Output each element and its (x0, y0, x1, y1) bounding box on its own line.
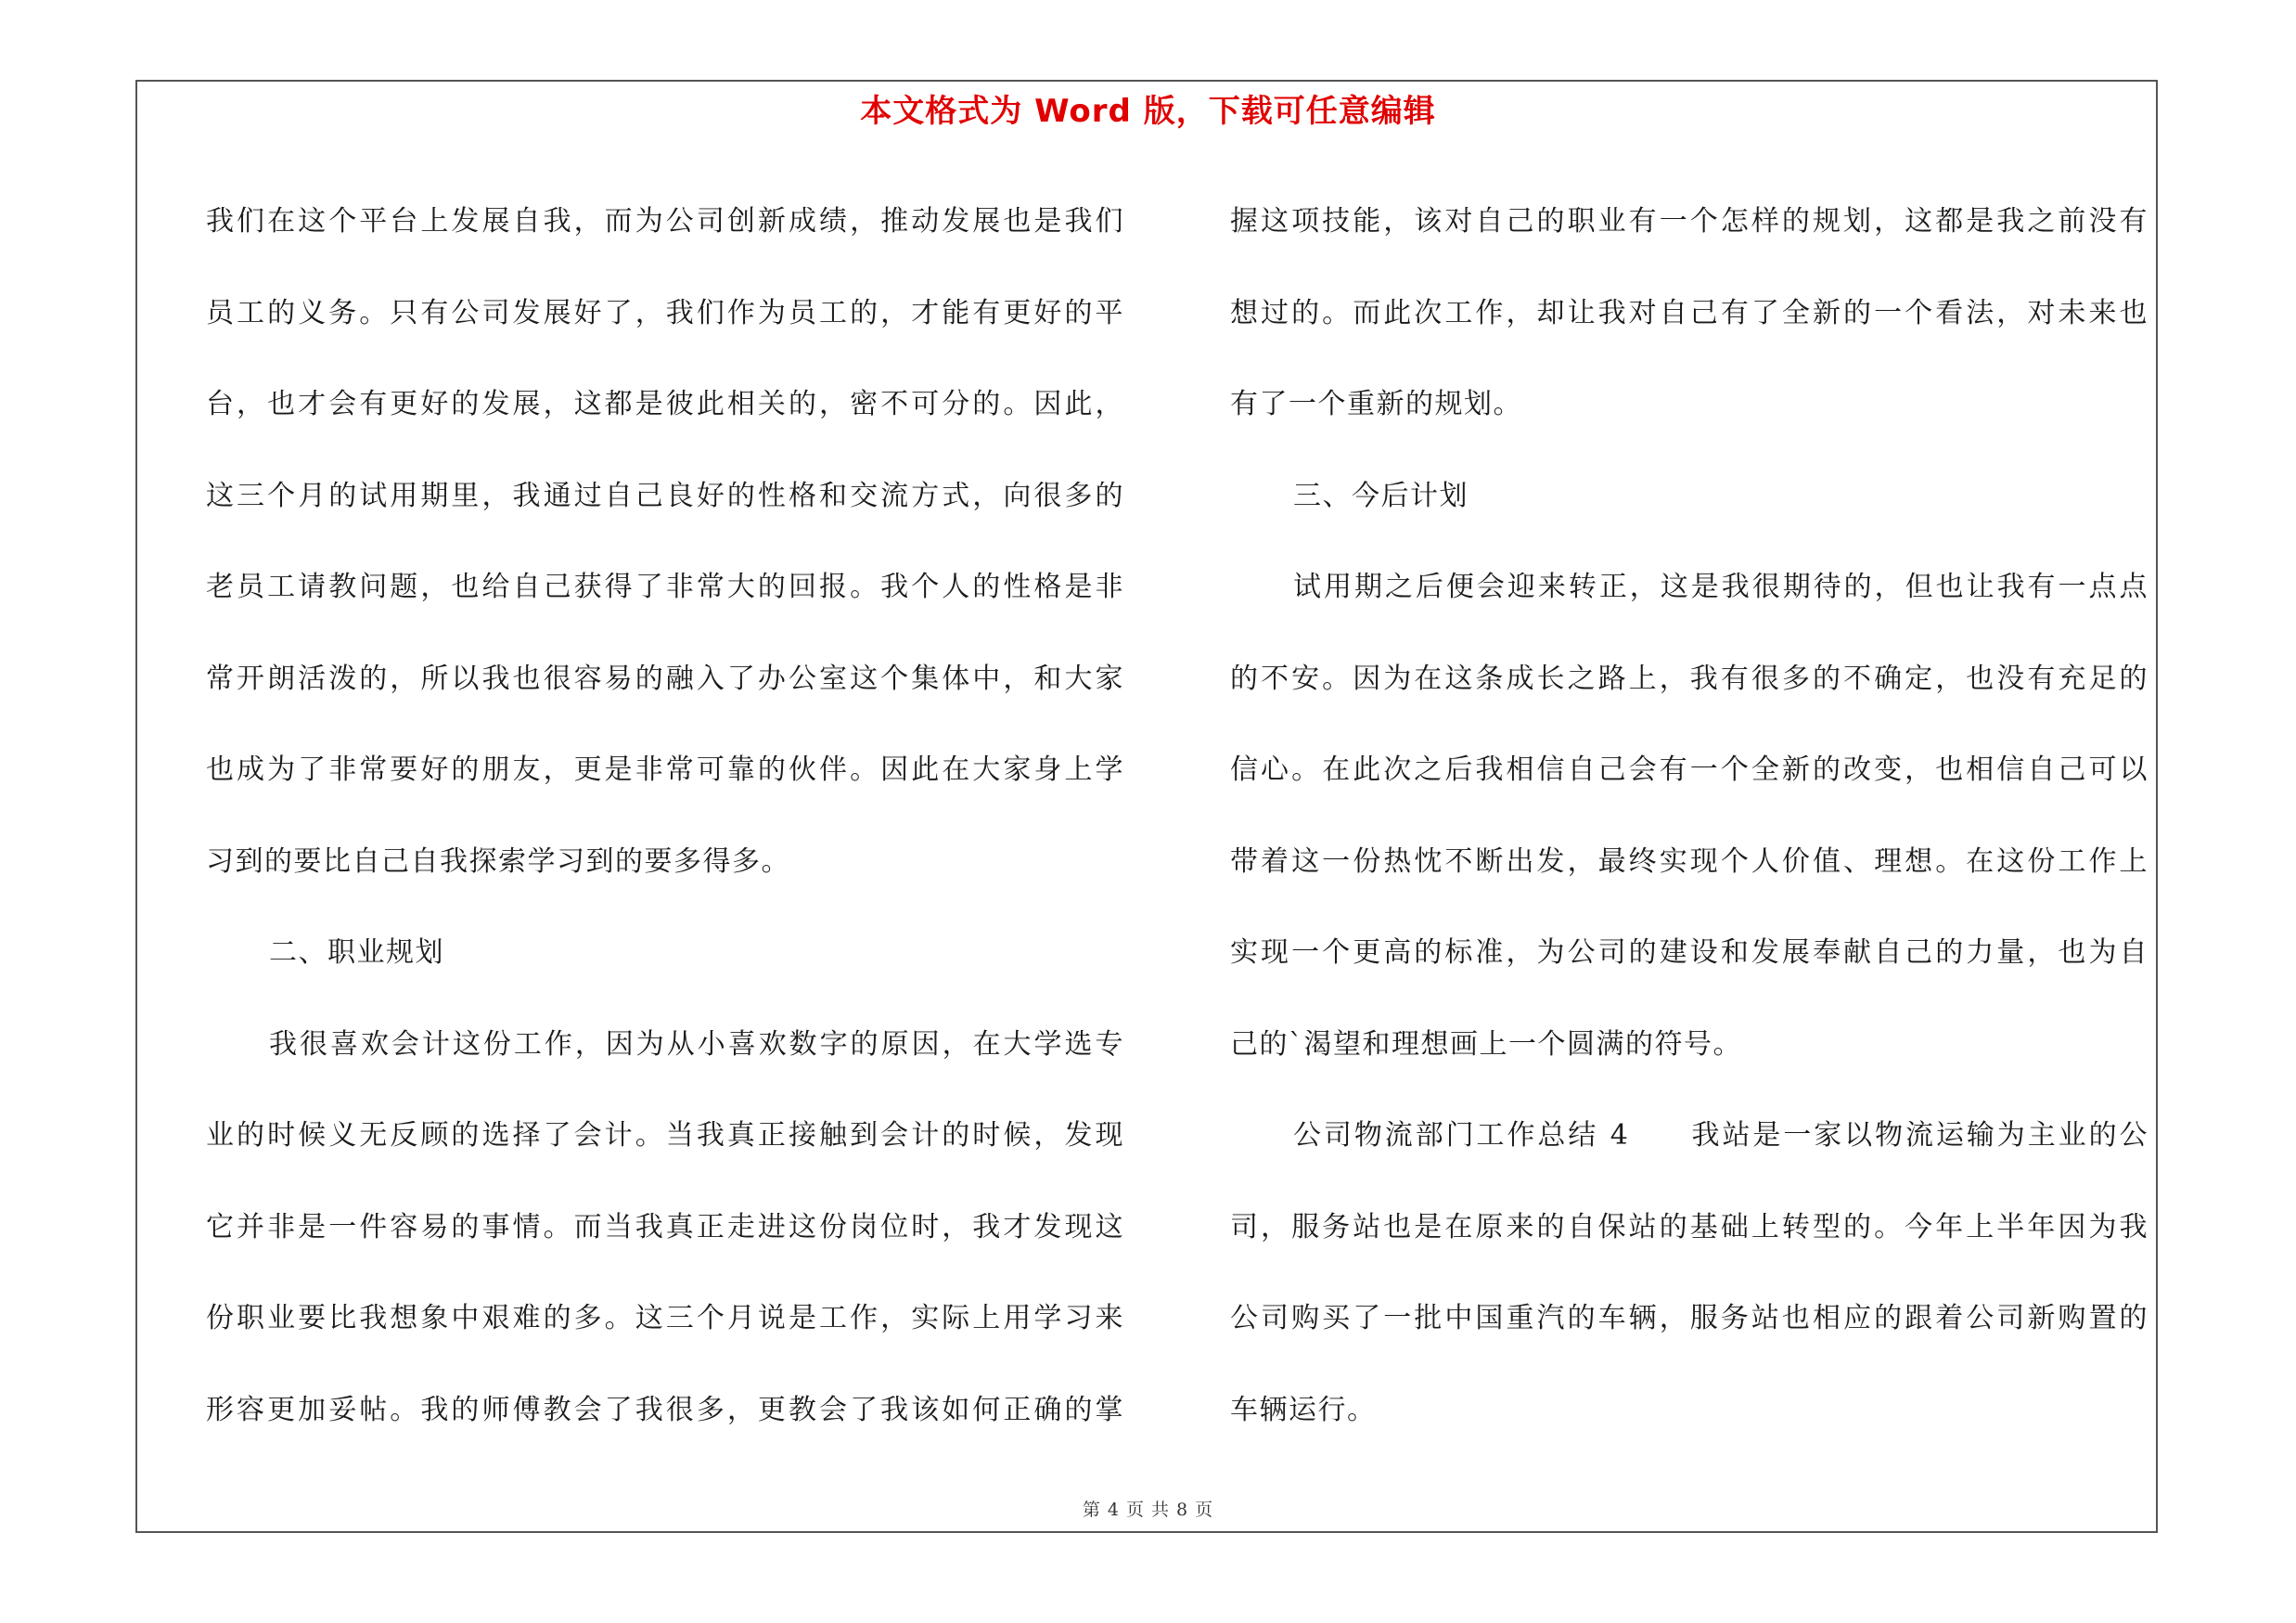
paragraph-line: 习到的要比自己自我探索学习到的要多得多。 (206, 844, 790, 878)
section-heading: 三、今后计划 (1293, 479, 1469, 512)
left-column (206, 176, 1124, 1456)
paragraph-line: 份职业要比我想象中艰难的多。这三个月说是工作，实际上用学习来 (206, 1302, 1124, 1334)
paragraph-line: 我很喜欢会计这份工作，因为从小喜欢数字的原因，在大学选专 (269, 1027, 1124, 1061)
paragraph-line: 试用期之后便会迎来转正，这是我很期待的，但也让我有一点点 (1293, 571, 2148, 603)
paragraph-line: 信心。在此次之后我相信自己会有一个全新的改变，也相信自己可以 (1230, 754, 2148, 786)
section-heading: 二、职业规划 (269, 936, 444, 969)
paragraph-line: 己的`渴望和理想画上一个圆满的符号。 (1230, 1027, 1742, 1061)
paragraph-line: 我们在这个平台上发展自我，而为公司创新成绩，推动发展也是我们 (206, 205, 1124, 238)
paragraph-line: 它并非是一件容易的事情。而当我真正走进这份岗位时，我才发现这 (206, 1210, 1124, 1243)
paragraph-line: 老员工请教问题，也给自己获得了非常大的回报。我个人的性格是非 (206, 571, 1124, 603)
paragraph-line: 有了一个重新的规划。 (1230, 388, 1522, 420)
paragraph-line: 公司购买了一批中国重汽的车辆，服务站也相应的跟着公司新购置的 (1230, 1302, 2148, 1334)
page-number-footer: 第 4 页 共 8 页 (1082, 1500, 1214, 1520)
paragraph-line: 公司物流部门工作总结 4 我站是一家以物流运输为主业的公 (1293, 1119, 2148, 1152)
paragraph-line: 想过的。而此次工作，却让我对自己有了全新的一个看法，对未来也 (1230, 296, 2148, 329)
paragraph-line: 员工的义务。只有公司发展好了，我们作为员工的，才能有更好的平 (206, 296, 1124, 329)
paragraph-line: 业的时候义无反顾的选择了会计。当我真正接触到会计的时候，发现 (206, 1119, 1124, 1152)
paragraph-line: 也成为了非常要好的朋友，更是非常可靠的伙伴。因此在大家身上学 (206, 754, 1124, 786)
paragraph-line: 这三个月的试用期里，我通过自己良好的性格和交流方式，向很多的 (206, 479, 1124, 512)
paragraph-line: 车辆运行。 (1230, 1393, 1377, 1426)
paragraph-line: 常开朗活泼的，所以我也很容易的融入了办公室这个集体中，和大家 (206, 662, 1124, 695)
right-column (1230, 176, 2148, 1456)
word-format-banner: 本文格式为 Word 版，下载可任意编辑 (860, 93, 1436, 130)
paragraph-line: 的不安。因为在这条成长之路上，我有很多的不确定，也没有充足的 (1230, 662, 2148, 695)
paragraph-line: 台，也才会有更好的发展，这都是彼此相关的，密不可分的。因此， (206, 388, 1124, 420)
paragraph-line: 实现一个更高的标准，为公司的建设和发展奉献自己的力量，也为自 (1230, 936, 2148, 969)
paragraph-line: 带着这一份热忱不断出发，最终实现个人价值、理想。在这份工作上 (1230, 844, 2148, 878)
paragraph-line: 司，服务站也是在原来的自保站的基础上转型的。今年上半年因为我 (1230, 1210, 2148, 1243)
paragraph-line: 形容更加妥帖。我的师傅教会了我很多，更教会了我该如何正确的掌 (206, 1393, 1124, 1426)
paragraph-line: 握这项技能，该对自己的职业有一个怎样的规划，这都是我之前没有 (1230, 205, 2148, 238)
